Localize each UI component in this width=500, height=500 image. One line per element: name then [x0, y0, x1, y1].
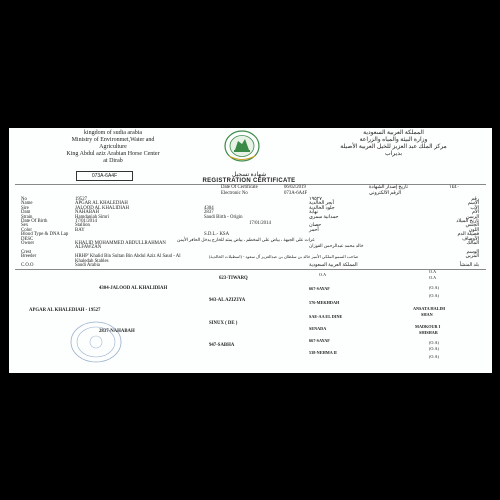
pedigree-ggg: 667-SAYAF	[309, 286, 330, 291]
field-label: DESC	[21, 236, 34, 242]
field-value-arabic: المملكة العربية السعودية	[309, 263, 358, 268]
pedigree-sire-sire: 943-AL AZIZIYA	[209, 298, 246, 303]
pedigree-ggg: SAE-AA EL DINE	[309, 314, 343, 319]
pedigree-ggg: O.A	[319, 272, 327, 277]
field-value: 19527	[75, 197, 87, 202]
field-label-arabic: المالك	[466, 241, 479, 246]
pedigree-dam: 2837-NAHABAH	[99, 329, 135, 334]
certificate-id: 073A-6A4F	[76, 171, 133, 181]
field-value: NAHABAH	[75, 210, 99, 216]
pedigree-col5: (O.A)	[429, 285, 439, 290]
field-label: Crest	[21, 249, 32, 255]
field-label: Strain	[21, 214, 33, 220]
field-value: APGAR AL KHALEDIAH	[75, 201, 128, 207]
field-value-secondary: Saudi Birth - Origin	[204, 214, 243, 220]
field-value: Hamdaniah Simri	[75, 214, 109, 220]
field-value-arabic: أحمر	[309, 227, 319, 233]
pedigree-col5: (O.A)	[429, 346, 439, 351]
pedigree-ggg: 667-SAYAF	[309, 338, 330, 343]
field-value: Khaledah Stables	[75, 258, 109, 264]
field-label-arabic: الجنس	[465, 223, 479, 229]
header-line: Ministry of Environmet,Water and	[71, 137, 155, 143]
certificate-title-arabic: شهادة تسجيل	[231, 172, 267, 178]
date-of-certificate-label-arabic: تاريخ إصدار الشهادة	[369, 185, 408, 190]
pedigree-col5: SHISHAB	[419, 330, 438, 335]
date-of-certificate-label: Date Of Certificate	[221, 185, 258, 190]
certificate-title: REGISTRATION CERTIFICATE	[202, 178, 296, 184]
field-label-arabic: اللون	[468, 227, 479, 233]
field-label: Dam	[21, 210, 31, 216]
field-value: Saudi Arabia	[75, 263, 100, 268]
field-label: Breeder	[21, 254, 37, 260]
owner-arabic: خالد محمد عبدالرحمن الفوزان	[309, 243, 364, 248]
field-label-arabic: الأب	[470, 205, 479, 211]
field-value-arabic: حصان	[309, 223, 322, 229]
field-value-arabic: جلود الخالدية	[309, 205, 335, 211]
field-label-arabic: رقم	[471, 197, 479, 202]
field-value-arabic: نهابة	[309, 210, 318, 216]
date-of-certificate: 06/02/2019	[284, 185, 306, 190]
electronic-no-label-arabic: الرقم الالكتروني	[369, 191, 402, 196]
header-line: مركز الملك عبد العزيز للخيل العربية الأصيلة	[340, 144, 447, 150]
center-logo-icon	[221, 130, 263, 164]
field-label-arabic: تاريخ الميلاد	[456, 219, 479, 224]
field-value: KHALID MOHAMMED ABDULLRAHMAN	[75, 241, 166, 246]
field-label-arabic: الأم	[471, 210, 479, 216]
field-value: 17/01/2014	[75, 219, 97, 224]
field-value-arabic: أبجر الخالدية	[309, 201, 334, 207]
field-label: Date Of Birth	[21, 219, 48, 224]
header-line: King Abdul aziz Arabian Horse Center	[66, 151, 160, 157]
header-line: Agriculture	[99, 144, 127, 150]
header-arabic	[301, 130, 486, 158]
pedigree-dam-sire: SINUX ( DE )	[209, 321, 238, 326]
official-stamp-icon	[69, 320, 123, 364]
field-label: Sire	[21, 205, 29, 211]
field-label-arabic: الرسن	[465, 214, 479, 220]
field-value-arabic: ١٩٥٢٧	[309, 197, 322, 202]
field-label-arabic: الاسم	[467, 201, 479, 207]
header-line: وزارة البيئة والمياه والزراعة	[359, 137, 428, 143]
pedigree-col5: O.A	[429, 269, 437, 274]
field-value: Stallion	[75, 223, 90, 229]
field-value: HRHP' Khalid Bin Sultan Bin Abdul Aziz Al Saud - Al	[75, 254, 181, 260]
pedigree-dam-dam: 947-SABHA	[209, 343, 235, 348]
field-value-secondary: 4304	[204, 205, 214, 211]
pedigree-col5: (O.A)	[429, 293, 439, 298]
pedigree-ggg: 538-NEHMA II	[309, 350, 337, 355]
field-label-arabic: بلد المنشأ	[459, 263, 479, 268]
pedigree-col5: O.A	[429, 275, 437, 280]
electronic-no-label: Electronic No	[221, 191, 248, 196]
field-value-secondary: 2837	[204, 210, 214, 216]
header-english	[15, 130, 211, 165]
arabic-birth-date: 17/01/2014	[249, 221, 271, 226]
description-arabic: غرات على الجبهة ، بياض على المخطم ، بياض يمتد للخارج يدخل الحافر الأيمن	[177, 237, 315, 242]
pedigree-col5: SHAN	[421, 312, 433, 317]
field-value-arabic: حمدانية سمري	[309, 214, 339, 220]
field-label-arabic: الوسم	[466, 249, 479, 255]
field-label-arabic: المربي	[465, 254, 479, 260]
field-label: No	[21, 197, 27, 202]
field-label-arabic: فصيلة الدم	[457, 232, 479, 238]
field-label: Blood Type & DNA Lap	[21, 232, 69, 238]
pedigree-col5: MADKOUR I	[415, 324, 441, 329]
field-label-arabic: الأوصاف	[462, 236, 479, 242]
pedigree-gg-0: 623-TIWARQ	[219, 276, 248, 281]
field-label: Name	[21, 201, 33, 207]
field-value: BAY	[75, 227, 85, 233]
breeder-arabic: صاحب السمو الملكي الأمير خالد بن سلطان بن عبدالعزيز آل سعود - (اسطبلات الخالدية)	[209, 254, 359, 259]
pedigree-col5: ANSATA HALIM	[413, 306, 446, 311]
field-value: ALFAWZAN	[75, 245, 102, 251]
field-label: Owner	[21, 241, 35, 246]
arabic-number: ١٤٤٠	[449, 185, 460, 190]
header-line: بديراب	[384, 151, 403, 157]
field-value-secondary: S.D.L.- KSA	[204, 232, 230, 238]
registration-certificate	[9, 128, 492, 373]
header-line: kingdom of sudia arabia	[83, 130, 143, 136]
pedigree-subject: APGAR AL KHALEDIAH - 19527	[29, 308, 101, 313]
electronic-no: 073A-6A4F	[284, 191, 308, 196]
divider	[15, 269, 486, 270]
header-line: المملكة العربية السعودية	[363, 130, 424, 136]
field-label: Sex	[21, 223, 29, 229]
header-line: at Dirab	[103, 158, 123, 164]
pedigree-col5: (O.A)	[429, 340, 439, 345]
pedigree-sire: 4304-JALOOD AL KHALIDIAH	[99, 286, 168, 291]
field-value: JALOOD AL KHALIDIAH	[75, 205, 129, 211]
field-label: C.O.O	[21, 263, 34, 268]
pedigree-ggg: SENADA	[309, 326, 327, 331]
pedigree-col5: (O.A)	[429, 354, 439, 359]
pedigree-ggg: 576-MEKHDAH	[309, 300, 340, 305]
field-label: Color	[21, 227, 32, 233]
